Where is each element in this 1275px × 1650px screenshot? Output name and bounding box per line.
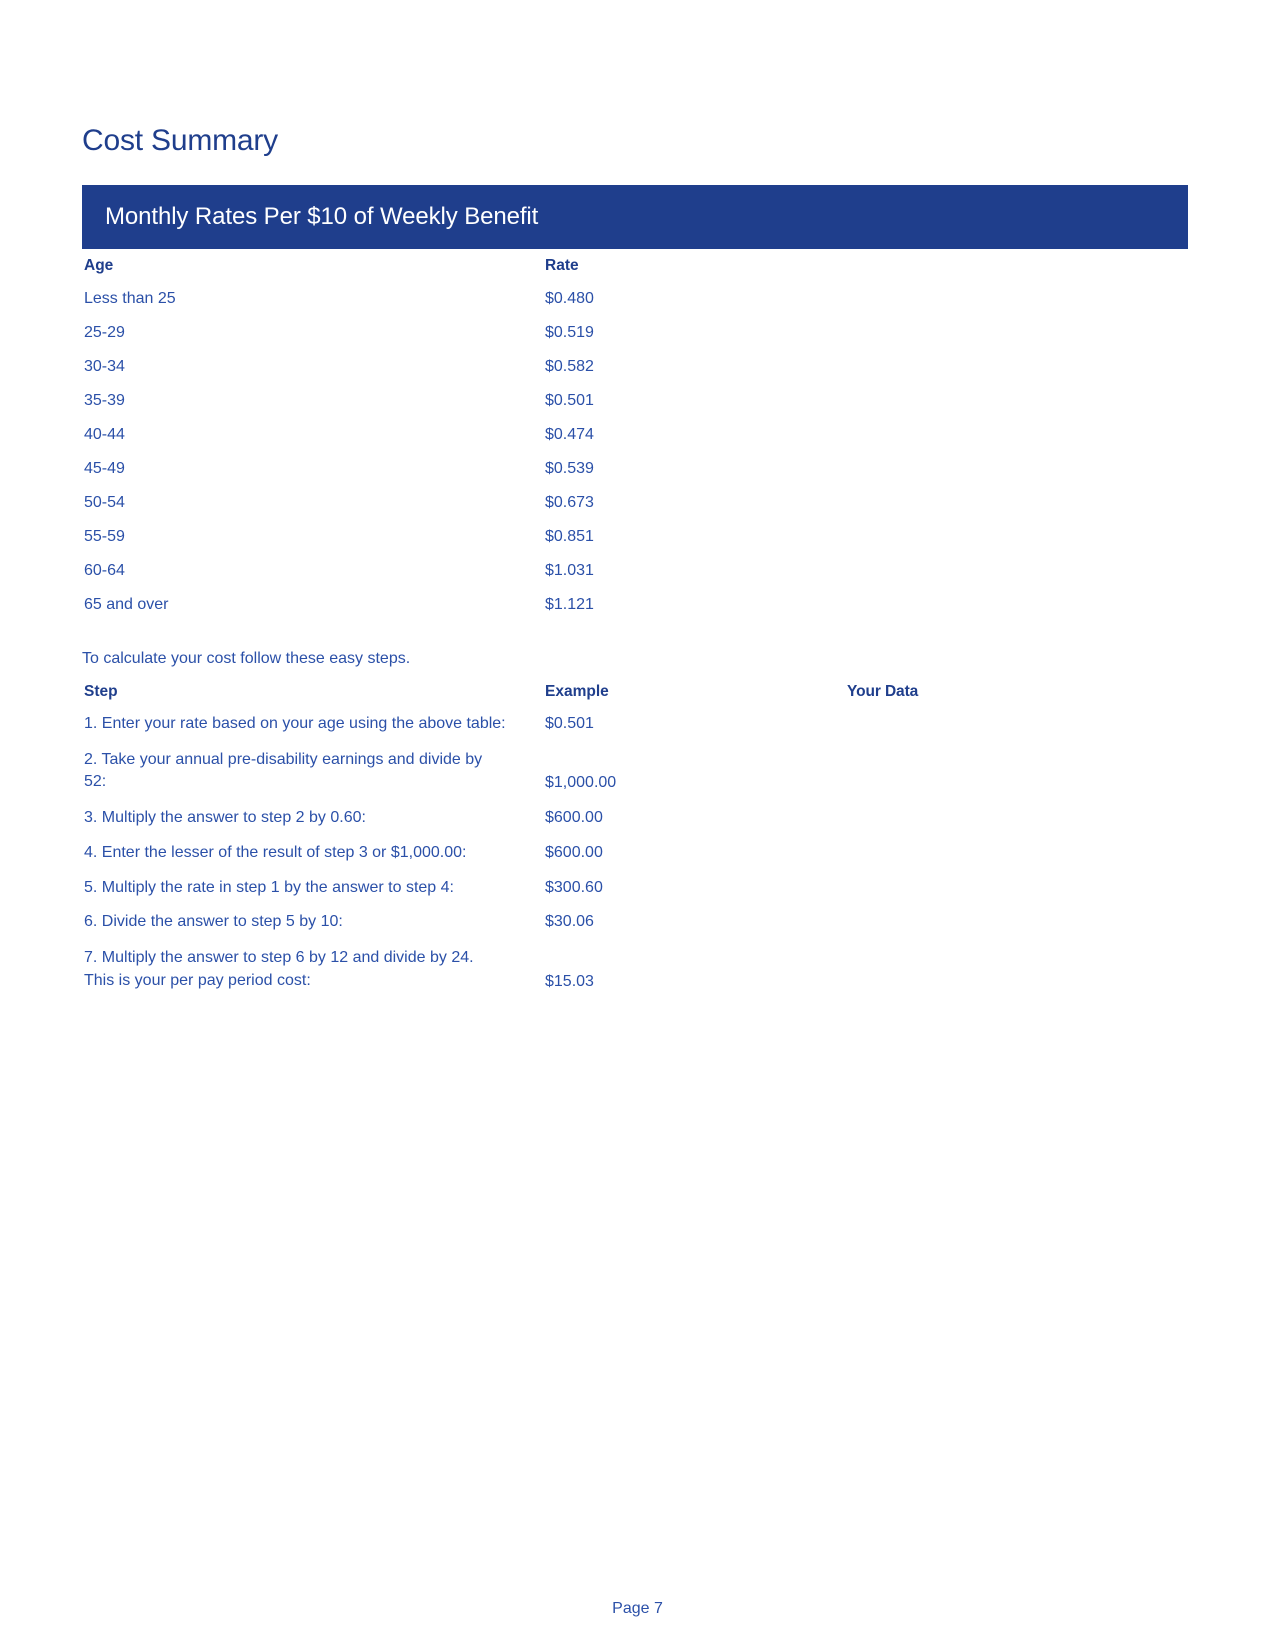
rate-row-age: 35-39 (84, 392, 125, 409)
step-row-example-value: $600.00 (545, 843, 603, 861)
column-header-step: Step (84, 683, 118, 700)
step-description-line: 6. Divide the answer to step 5 by 10: (84, 913, 343, 931)
column-header-example: Example (545, 683, 609, 700)
table-row (82, 520, 1188, 554)
table-row (82, 871, 1188, 906)
table-row (82, 707, 1188, 742)
table-row (82, 452, 1188, 486)
table-row (82, 418, 1188, 452)
column-header-rate: Rate (545, 257, 579, 274)
rates-table-header-row (82, 249, 1188, 282)
step-row-your-data-value[interactable] (847, 905, 1188, 940)
table-row (82, 742, 1188, 801)
column-header-age: Age (84, 257, 114, 274)
rate-row-rate: $0.539 (545, 460, 594, 477)
table-row (82, 554, 1188, 588)
rate-row-age: 65 and over (84, 596, 169, 613)
step-row-example-value: $1,000.00 (545, 774, 617, 792)
step-row-description (82, 801, 545, 836)
table-row (82, 588, 1188, 622)
rate-row-age: 25-29 (84, 324, 125, 341)
table-row (82, 940, 1188, 999)
rate-row-rate: $0.582 (545, 358, 594, 375)
step-row-your-data-value[interactable] (847, 836, 1188, 871)
table-row (82, 836, 1188, 871)
table-row (82, 905, 1188, 940)
rate-row-rate: $0.480 (545, 290, 594, 307)
step-row-your-data-value[interactable] (847, 707, 1188, 742)
step-row-description (82, 871, 545, 906)
rate-row-rate: $0.474 (545, 426, 594, 443)
step-row-description (82, 707, 545, 742)
steps-intro-text: To calculate your cost follow these easy steps. (82, 650, 411, 667)
steps-table-body (82, 707, 1188, 999)
step-row-your-data-value[interactable] (847, 801, 1188, 836)
step-row-your-data-value[interactable] (847, 871, 1188, 906)
step-description-line: 7. Multiply the answer to step 6 by 12 and divide by 24. (84, 949, 474, 967)
page-number-footer: Page 7 (612, 1600, 663, 1617)
step-row-example-value: $15.03 (545, 972, 594, 990)
steps-table (82, 676, 1188, 999)
step-description-line: This is your per pay period cost: (84, 971, 311, 989)
step-row-example-value: $0.501 (545, 715, 594, 732)
table-row (82, 316, 1188, 350)
rate-row-age: 50-54 (84, 494, 125, 511)
table-row (82, 486, 1188, 520)
step-row-your-data-value[interactable] (847, 742, 1188, 801)
step-row-example-value: $300.60 (545, 878, 603, 896)
step-description-line: 3. Multiply the answer to step 2 by 0.60: (84, 809, 366, 827)
rate-row-age: 40-44 (84, 426, 125, 443)
step-description-line: 4. Enter the lesser of the result of step 3 or $1,000.00: (84, 843, 467, 861)
rate-row-age: 55-59 (84, 528, 125, 545)
step-row-description (82, 940, 545, 999)
table-row (82, 282, 1188, 316)
step-description-line: 1. Enter your rate based on your age using the above table: (84, 715, 506, 732)
table-row (82, 801, 1188, 836)
steps-table-header-row (82, 676, 1188, 707)
table-row (82, 384, 1188, 418)
rate-row-age: 30-34 (84, 358, 125, 375)
rate-row-age: Less than 25 (84, 290, 176, 307)
rates-table-banner (82, 185, 1188, 249)
step-row-description (82, 905, 545, 940)
step-description-line: 52: (84, 773, 107, 791)
step-description-line: 5. Multiply the rate in step 1 by the answer to step 4: (84, 878, 454, 896)
column-header-your-data: Your Data (847, 683, 919, 700)
rate-row-rate: $1.031 (545, 562, 594, 579)
rate-row-rate: $0.673 (545, 494, 594, 511)
step-row-example-value: $600.00 (545, 809, 603, 827)
rate-row-rate: $0.519 (545, 324, 594, 341)
page-title: Cost Summary (82, 124, 278, 157)
rates-table (82, 185, 1188, 622)
step-row-description (82, 836, 545, 871)
rates-table-banner-title: Monthly Rates Per $10 of Weekly Benefit (105, 202, 539, 230)
table-row (82, 350, 1188, 384)
step-row-example-value: $30.06 (545, 913, 594, 931)
rate-row-rate: $1.121 (545, 596, 594, 613)
rate-row-rate: $0.851 (545, 528, 594, 545)
step-description-line: 2. Take your annual pre-disability earnings and divide by (84, 750, 483, 768)
step-row-description (82, 742, 545, 801)
rates-table-body (82, 282, 1188, 622)
step-row-your-data-value[interactable] (847, 940, 1188, 999)
rate-row-age: 45-49 (84, 460, 125, 477)
rate-row-rate: $0.501 (545, 392, 594, 409)
rate-row-age: 60-64 (84, 562, 125, 579)
